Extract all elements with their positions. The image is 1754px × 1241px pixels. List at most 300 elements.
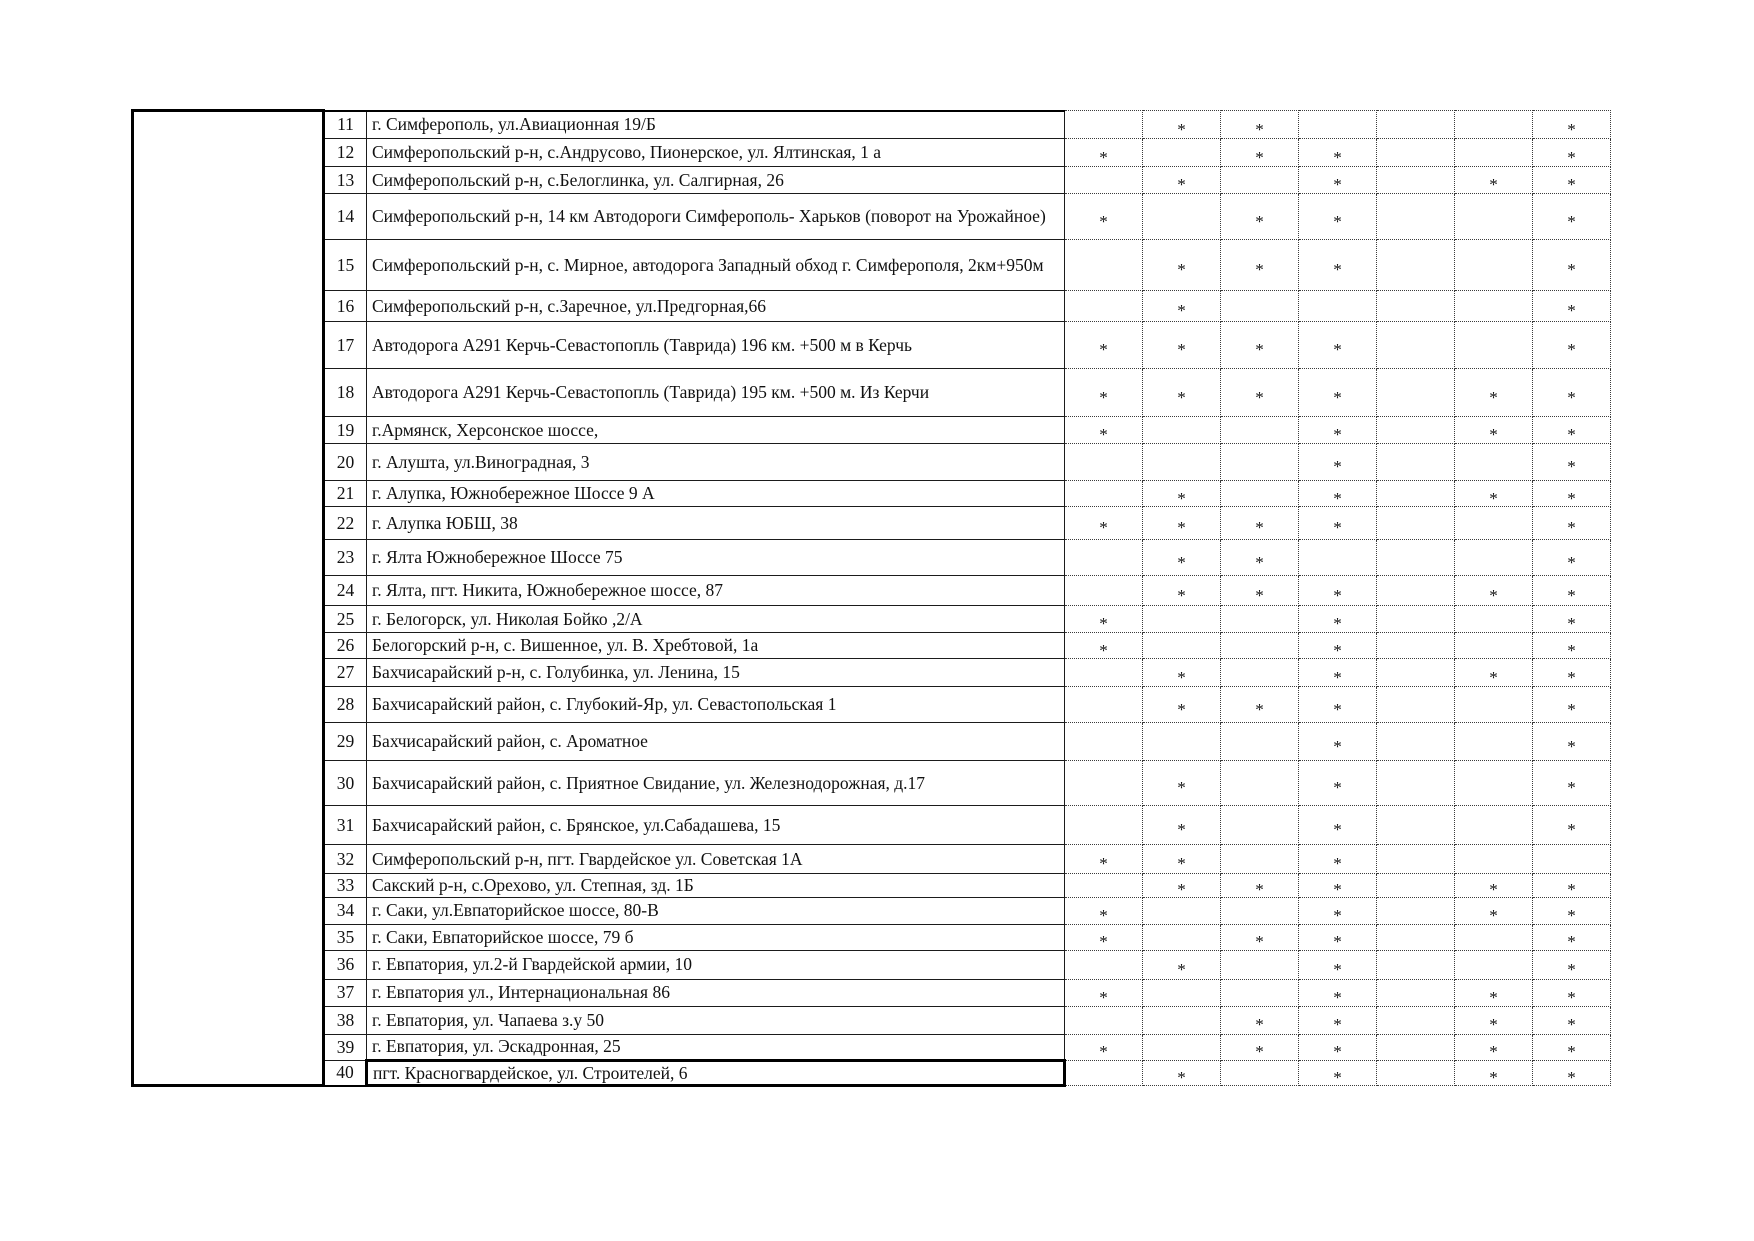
asterisk-mark: * [1567,959,1576,979]
mark-cell [1377,417,1455,444]
mark-cell [1221,167,1299,194]
mark-cell [1221,761,1299,806]
table-row [133,1060,1611,1086]
asterisk-mark: * [1567,425,1576,444]
mark-cell [1299,417,1377,444]
table-row [133,111,1611,139]
mark-cell [1299,139,1377,167]
mark-cell [1533,444,1611,481]
asterisk-mark: * [1567,119,1576,139]
mark-cell [1533,167,1611,194]
mark-cell [1065,874,1143,898]
mark-cell [1221,723,1299,761]
table-row [133,240,1611,291]
mark-cell [1143,950,1221,979]
table-row [133,481,1611,507]
mark-cell [1221,659,1299,687]
mark-cell [1377,659,1455,687]
asterisk-mark: * [1567,699,1576,719]
asterisk-mark: * [1177,880,1186,898]
address-cell[interactable]: г. Саки, Евпаторийское шоссе, 79 б [367,924,1065,950]
asterisk-mark: * [1099,518,1108,538]
mark-cell [1533,950,1611,979]
mark-cell [1455,1060,1533,1086]
address-cell[interactable]: Симферопольский р-н, с.Заречное, ул.Предгорная,66 [367,291,1065,322]
address-cell[interactable]: г. Алушта, ул.Виноградная, 3 [367,444,1065,481]
mark-cell [1221,845,1299,874]
row-number-cell: 34 [324,897,367,924]
row-number-cell: 39 [324,1034,367,1060]
mark-cell [1065,1034,1143,1060]
asterisk-mark: * [1567,457,1576,477]
mark-cell [1377,369,1455,417]
mark-cell [1299,1006,1377,1034]
table-row [133,444,1611,481]
asterisk-mark: * [1177,854,1186,874]
mark-cell [1533,1060,1611,1086]
mark-cell [1377,761,1455,806]
asterisk-mark: * [1255,340,1264,360]
mark-cell [1299,606,1377,633]
asterisk-mark: * [1333,340,1342,360]
asterisk-mark: * [1567,736,1576,756]
asterisk-mark: * [1567,987,1576,1007]
row-number-cell: 40 [324,1060,367,1086]
mark-cell [1143,1006,1221,1034]
asterisk-mark: * [1099,211,1108,231]
table-row [133,606,1611,633]
mark-cell [1455,950,1533,979]
row-number-cell: 26 [324,633,367,659]
mark-cell [1299,576,1377,606]
address-cell[interactable]: пгт. Красногвардейское, ул. Строителей, 6 [367,1060,1065,1086]
asterisk-mark: * [1099,987,1108,1007]
mark-cell [1455,761,1533,806]
mark-cell [1221,687,1299,723]
mark-cell [1143,194,1221,240]
address-cell[interactable]: Автодорога А291 Керчь-Севастопопль (Таврида) 195 км. +500 м. Из Керчи [367,369,1065,417]
mark-cell [1143,322,1221,369]
asterisk-mark: * [1489,880,1498,898]
mark-cell [1143,167,1221,194]
mark-cell [1065,417,1143,444]
table-row [133,417,1611,444]
asterisk-mark: * [1177,175,1186,194]
address-cell[interactable]: г. Евпатория, ул.2-й Гвардейской армии, 10 [367,950,1065,979]
asterisk-mark: * [1567,552,1576,572]
mark-cell [1455,540,1533,576]
asterisk-mark: * [1567,778,1576,798]
mark-cell [1143,874,1221,898]
asterisk-mark: * [1333,667,1342,687]
mark-cell [1221,139,1299,167]
mark-cell [1533,481,1611,507]
asterisk-mark: * [1489,585,1498,605]
mark-cell [1455,417,1533,444]
table-row [133,950,1611,979]
mark-cell [1377,806,1455,845]
mark-cell [1377,139,1455,167]
mark-cell [1377,111,1455,139]
mark-cell [1143,1060,1221,1086]
address-cell[interactable]: г. Евпатория, ул. Эскадронная, 25 [367,1034,1065,1060]
address-cell[interactable]: г. Евпатория, ул. Чапаева з.у 50 [367,1006,1065,1034]
address-cell[interactable]: Бахчисарайский р-н, с. Голубинка, ул. Ленина, 15 [367,659,1065,687]
mark-cell [1221,444,1299,481]
mark-cell [1533,139,1611,167]
mark-cell [1533,897,1611,924]
asterisk-mark: * [1333,387,1342,407]
mark-cell [1143,845,1221,874]
mark-cell [1377,606,1455,633]
mark-cell [1221,369,1299,417]
asterisk-mark: * [1489,387,1498,407]
address-cell[interactable]: Симферопольский р-н, с.Андрусово, Пионерское, ул. Ялтинская, 1 а [367,139,1065,167]
mark-cell [1533,1034,1611,1060]
mark-cell [1221,481,1299,507]
asterisk-mark: * [1567,518,1576,538]
row-number-cell: 18 [324,369,367,417]
mark-cell [1065,322,1143,369]
mark-cell [1065,633,1143,659]
address-cell[interactable]: Бахчисарайский район, с. Ароматное [367,723,1065,761]
row-number-cell: 15 [324,240,367,291]
mark-cell [1221,633,1299,659]
asterisk-mark: * [1255,1015,1264,1035]
asterisk-mark: * [1489,425,1498,444]
asterisk-mark: * [1567,1068,1576,1086]
mark-cell [1299,111,1377,139]
asterisk-mark: * [1255,932,1264,951]
mark-cell [1533,723,1611,761]
mark-cell [1065,924,1143,950]
address-cell[interactable]: г. Алупка, Южнобережное Шоссе 9 А [367,481,1065,507]
mark-cell [1299,1060,1377,1086]
mark-cell [1455,167,1533,194]
row-number-cell: 37 [324,979,367,1006]
mark-cell [1455,924,1533,950]
mark-cell [1455,139,1533,167]
address-cell[interactable]: Симферопольский р-н, с.Белоглинка, ул. Салгирная, 26 [367,167,1065,194]
asterisk-mark: * [1099,1042,1108,1061]
mark-cell [1065,167,1143,194]
mark-cell [1455,845,1533,874]
address-cell[interactable]: Белогорский р-н, с. Вишенное, ул. В. Хребтовой, 1а [367,633,1065,659]
mark-cell [1143,897,1221,924]
mark-cell [1143,139,1221,167]
mark-cell [1299,897,1377,924]
mark-cell [1143,659,1221,687]
asterisk-mark: * [1567,614,1576,633]
mark-cell [1455,633,1533,659]
mark-cell [1299,167,1377,194]
mark-cell [1143,687,1221,723]
mark-cell [1377,633,1455,659]
mark-cell [1221,806,1299,845]
asterisk-mark: * [1567,667,1576,687]
mark-cell [1377,1034,1455,1060]
table-row [133,874,1611,898]
mark-cell [1221,322,1299,369]
asterisk-mark: * [1177,260,1186,280]
mark-cell [1377,540,1455,576]
address-cell[interactable]: Симферопольский р-н, 14 км Автодороги Симферополь- Харьков (поворот на Урожайное) [367,194,1065,240]
address-cell[interactable]: Сакский р-н, с.Орехово, ул. Степная, зд. 1Б [367,874,1065,898]
address-cell[interactable]: г. Евпатория ул., Интернациональная 86 [367,979,1065,1006]
asterisk-mark: * [1255,518,1264,538]
mark-cell [1533,845,1611,874]
asterisk-mark: * [1099,640,1108,659]
mark-cell [1065,240,1143,291]
mark-cell [1065,606,1143,633]
asterisk-mark: * [1567,880,1576,898]
mark-cell [1377,979,1455,1006]
table-row [133,687,1611,723]
address-cell[interactable]: г. Саки, ул.Евпаторийское шоссе, 80-В [367,897,1065,924]
asterisk-mark: * [1255,552,1264,572]
mark-cell [1065,291,1143,322]
mark-cell [1065,111,1143,139]
mark-cell [1455,659,1533,687]
mark-cell [1533,111,1611,139]
asterisk-mark: * [1333,905,1342,925]
asterisk-mark: * [1333,880,1342,898]
mark-cell [1455,897,1533,924]
mark-cell [1455,194,1533,240]
mark-cell [1299,1034,1377,1060]
address-cell[interactable]: Автодорога А291 Керчь-Севастопопль (Таврида) 196 км. +500 м в Керчь [367,322,1065,369]
row-number-cell: 33 [324,874,367,898]
asterisk-mark: * [1255,211,1264,231]
asterisk-mark: * [1567,301,1576,321]
mark-cell [1455,606,1533,633]
mark-cell [1143,979,1221,1006]
mark-cell [1065,723,1143,761]
mark-cell [1533,633,1611,659]
mark-cell [1143,507,1221,540]
mark-cell [1143,240,1221,291]
mark-cell [1377,322,1455,369]
mark-cell [1221,606,1299,633]
asterisk-mark: * [1255,387,1264,407]
mark-cell [1533,924,1611,950]
asterisk-mark: * [1177,387,1186,407]
address-cell[interactable]: Симферопольский р-н, пгт. Гвардейское ул. Советская 1А [367,845,1065,874]
mark-cell [1143,924,1221,950]
mark-cell [1143,111,1221,139]
mark-cell [1299,507,1377,540]
mark-cell [1143,723,1221,761]
asterisk-mark: * [1177,1068,1186,1086]
asterisk-mark: * [1333,211,1342,231]
mark-cell [1143,481,1221,507]
asterisk-mark: * [1567,147,1576,167]
asterisk-mark: * [1333,987,1342,1007]
mark-cell [1533,417,1611,444]
asterisk-mark: * [1177,518,1186,538]
mark-cell [1299,950,1377,979]
mark-cell [1143,806,1221,845]
row-number-cell: 12 [324,139,367,167]
address-cell[interactable]: Бахчисарайский район, с. Брянское, ул.Сабадашева, 15 [367,806,1065,845]
asterisk-mark: * [1333,932,1342,951]
mark-cell [1533,194,1611,240]
table-row [133,761,1611,806]
asterisk-mark: * [1567,1015,1576,1035]
mark-cell [1221,576,1299,606]
mark-cell [1221,111,1299,139]
asterisk-mark: * [1177,301,1186,321]
asterisk-mark: * [1177,340,1186,360]
row-number-cell: 14 [324,194,367,240]
address-cell[interactable]: Бахчисарайский район, с. Глубокий-Яр, ул. Севастопольская 1 [367,687,1065,723]
row-number-cell: 13 [324,167,367,194]
asterisk-mark: * [1255,119,1264,139]
row-number-cell: 23 [324,540,367,576]
asterisk-mark: * [1333,959,1342,979]
inspection-points-table [131,109,1611,1087]
mark-cell [1455,1006,1533,1034]
mark-cell [1065,540,1143,576]
table-row [133,659,1611,687]
mark-cell [1299,322,1377,369]
table-row [133,924,1611,950]
asterisk-mark: * [1333,518,1342,538]
mark-cell [1299,194,1377,240]
row-number-cell: 17 [324,322,367,369]
mark-cell [1221,417,1299,444]
address-cell[interactable]: г. Ялта, пгт. Никита, Южнобережное шоссе, 87 [367,576,1065,606]
asterisk-mark: * [1489,987,1498,1007]
row-number-cell: 22 [324,507,367,540]
mark-cell [1299,723,1377,761]
asterisk-mark: * [1099,425,1108,444]
row-number-cell: 30 [324,761,367,806]
asterisk-mark: * [1099,905,1108,925]
table-body [133,111,1611,1086]
mark-cell [1221,1060,1299,1086]
row-number-cell: 35 [324,924,367,950]
row-number-cell: 16 [324,291,367,322]
asterisk-mark: * [1099,387,1108,407]
mark-cell [1221,979,1299,1006]
table-row [133,507,1611,540]
asterisk-mark: * [1489,1042,1498,1061]
asterisk-mark: * [1333,585,1342,605]
mark-cell [1533,240,1611,291]
asterisk-mark: * [1333,736,1342,756]
mark-cell [1455,687,1533,723]
asterisk-mark: * [1567,585,1576,605]
asterisk-mark: * [1333,147,1342,167]
mark-cell [1299,874,1377,898]
mark-cell [1065,444,1143,481]
mark-cell [1143,417,1221,444]
address-cell[interactable]: г. Белогорск, ул. Николая Бойко ,2/А [367,606,1065,633]
mark-cell [1299,240,1377,291]
address-cell[interactable]: Симферопольский р-н, с. Мирное, автодорога Западный обход г. Симферополя, 2км+950м [367,240,1065,291]
mark-cell [1065,1060,1143,1086]
mark-cell [1377,576,1455,606]
mark-cell [1455,1034,1533,1060]
mark-cell [1299,633,1377,659]
asterisk-mark: * [1177,959,1186,979]
mark-cell [1143,444,1221,481]
table-row [133,540,1611,576]
mark-cell [1065,1006,1143,1034]
asterisk-mark: * [1099,147,1108,167]
table-row [133,806,1611,845]
asterisk-mark: * [1567,820,1576,840]
address-cell[interactable]: г. Ялта Южнобережное Шоссе 75 [367,540,1065,576]
mark-cell [1455,444,1533,481]
asterisk-mark: * [1489,488,1498,507]
mark-cell [1065,507,1143,540]
mark-cell [1299,291,1377,322]
asterisk-mark: * [1333,614,1342,633]
table-row [133,139,1611,167]
asterisk-mark: * [1489,1015,1498,1035]
mark-cell [1455,874,1533,898]
mark-cell [1143,1034,1221,1060]
mark-cell [1221,291,1299,322]
asterisk-mark: * [1255,699,1264,719]
mark-cell [1143,369,1221,417]
asterisk-mark: * [1333,1068,1342,1086]
asterisk-mark: * [1333,425,1342,444]
mark-cell [1533,874,1611,898]
mark-cell [1377,845,1455,874]
row-number-cell: 21 [324,481,367,507]
row-number-cell: 11 [324,111,367,139]
mark-cell [1533,322,1611,369]
mark-cell [1377,1006,1455,1034]
table-row [133,845,1611,874]
mark-cell [1533,806,1611,845]
row-number-cell: 28 [324,687,367,723]
asterisk-mark: * [1333,1042,1342,1061]
asterisk-mark: * [1567,640,1576,659]
row-number-cell: 36 [324,950,367,979]
asterisk-mark: * [1177,667,1186,687]
address-cell[interactable]: г. Симферополь, ул.Авиационная 19/Б [367,111,1065,139]
asterisk-mark: * [1567,260,1576,280]
mark-cell [1299,659,1377,687]
mark-cell [1455,806,1533,845]
mark-cell [1065,576,1143,606]
mark-cell [1299,369,1377,417]
mark-cell [1533,291,1611,322]
address-cell[interactable]: Бахчисарайский район, с. Приятное Свидание, ул. Железнодорожная, д.17 [367,761,1065,806]
table-row [133,897,1611,924]
mark-cell [1377,507,1455,540]
mark-cell [1377,194,1455,240]
mark-cell [1377,444,1455,481]
mark-cell [1455,481,1533,507]
mark-cell [1065,139,1143,167]
mark-cell [1065,687,1143,723]
table-row [133,723,1611,761]
mark-cell [1143,576,1221,606]
asterisk-mark: * [1177,585,1186,605]
asterisk-mark: * [1255,147,1264,167]
mark-cell [1299,761,1377,806]
table-row [133,322,1611,369]
address-cell[interactable]: г. Алупка ЮБШ, 38 [367,507,1065,540]
address-cell[interactable]: г.Армянск, Херсонское шоссе, [367,417,1065,444]
mark-cell [1065,806,1143,845]
mark-cell [1299,481,1377,507]
